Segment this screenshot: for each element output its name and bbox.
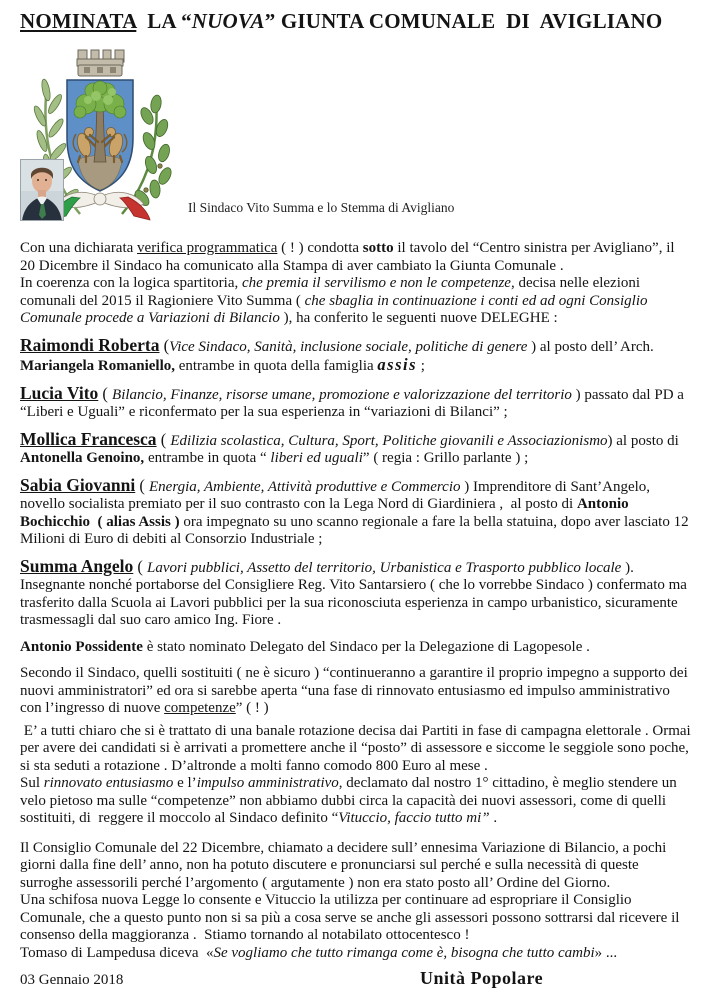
paragraph-intro xyxy=(20,240,692,328)
text-segment: Bilancio, Finanze, risorse umane, promozione e valorizzazione del territorio xyxy=(112,386,572,403)
text-segment: entrambe in quota della famiglia xyxy=(174,358,378,374)
document-title xyxy=(20,8,690,34)
mayor-photo xyxy=(20,159,64,221)
text-segment: Mariangela Romaniello, xyxy=(20,358,175,374)
paragraph-lucia-vito xyxy=(20,382,692,422)
text-segment: E’ a tutti chiaro che si è trattato di una banale rotazione decisa dai Partiti in fase di campagna elettorale . Ormai per avere dei candidati si è arrivati a promettere anche il “posto” di assessore e siccome le seggiole sono poche, si sta seduti a rotazione . D’altronde a molti fanno comodo 800 Euro al mese . xyxy=(20,722,695,774)
text-segment: Antonio Possidente xyxy=(20,638,143,655)
text-segment: sotto xyxy=(362,240,394,256)
paragraph-summa-angelo xyxy=(20,555,692,630)
text-segment: NUOVA xyxy=(191,9,265,33)
text-segment: ) al posto di xyxy=(607,432,683,449)
text-segment: Sabia Giovanni xyxy=(20,474,136,495)
tricolore-ribbon xyxy=(50,192,150,220)
text-segment: assis xyxy=(377,355,418,374)
text-segment: Summa Angelo xyxy=(20,555,134,576)
text-segment: ( xyxy=(159,335,170,355)
text-segment: competenze xyxy=(164,700,236,716)
footer-signature: Unità Popolare xyxy=(420,968,544,988)
text-segment: Il Consiglio Comunale del 22 Dicembre, chiamato a decidere sull’ ennesima Variazione di Bilancio, a pochi giorni dalla fine dell’ anno, non ha potuto discutere e pronunciarsi sul perché e sulla necessità di queste surroghe assessorili perché l’argomento ( argutamente ) non era stato posto all’ Ordine del Giorno. xyxy=(20,839,671,891)
paragraph-sabia-giovanni xyxy=(20,474,693,549)
text-segment: ), ha conferito le seguenti nuove DELEGHE : xyxy=(279,310,558,326)
text-segment: liberi ed uguali xyxy=(270,450,363,466)
text-segment: ( xyxy=(135,475,150,495)
text-segment: Antonio Bochicchio ( alias Assis ) xyxy=(20,496,633,530)
text-segment: ( xyxy=(98,383,113,403)
text-segment: Antonella Genoino, xyxy=(20,450,145,466)
text-segment: ) al posto dell’ Arch. xyxy=(527,338,658,355)
text-segment: ). Insegnante nonché portaborse del Consigliere Reg. Vito Santarsiero ( che lo vorrebbe Sindaco ) confermato ma trasferito dalla Scuola ai Lavori pubblici per la sua riconosciuta esperienza in campo urbanistico, sicuramente trasmessagli dal suo caro amico Ing. Fiore . xyxy=(20,559,691,628)
text-segment: ” ( regia : Grillo parlante ) ; xyxy=(362,450,529,466)
text-segment: . xyxy=(489,810,498,826)
article-body xyxy=(0,240,710,962)
text-segment: rinnovato entusiasmo xyxy=(43,775,174,791)
text-segment: Lavori pubblici, Assetto del territorio, Urbanistica e Trasporto pubblico locale xyxy=(147,559,622,576)
text-segment: , decisa nelle elezioni comunali del 2015 il Ragioniere Vito Summa ( xyxy=(20,275,644,309)
text-segment: ( xyxy=(156,429,171,449)
mural-crown xyxy=(77,50,124,76)
text-segment: Con una dichiarata xyxy=(20,240,138,256)
text-segment: che premia il servilismo e non le competenze xyxy=(241,275,511,291)
text-segment: In coerenza con la logica spartitoria, xyxy=(20,275,242,291)
paragraph-antonio-possidente xyxy=(20,639,692,657)
figure-caption: Il Sindaco Vito Summa e lo Stemma di Avigliano xyxy=(188,200,455,215)
text-segment: impulso amministrativo xyxy=(196,775,339,791)
text-segment: Raimondi Roberta xyxy=(20,334,160,355)
text-segment: Secondo il Sindaco, quelli sostituiti ( ne è sicuro ) “continueranno a garantire il proprio impegno a supporto dei nuovi amministratori” ed ora si sarebbe aperta “una fase di rinnovato entusiasmo ed impulso amministrativo con l’ingresso di nuove xyxy=(20,665,692,716)
text-segment: Vituccio, faccio tutto mi” xyxy=(338,810,490,826)
footer xyxy=(0,968,710,995)
text-segment: Se vogliamo che tutto rimanga come è, bisogna che tutto cambi xyxy=(213,944,595,961)
text-segment: entrambe in quota “ xyxy=(144,450,271,466)
text-segment: che sbaglia in continuazione i conti ed ad ogni Consiglio Comunale procede a Variazioni di Bilancio xyxy=(20,292,652,326)
text-segment: , declamato dal nostro 1° cittadino, è meglio stendere un velo pietoso ma sulle “competenze” non abbiamo dubbi circa la capacità dei nuovi assessori, come di quelli sostituiti, di reggere il moccolo al Sindaco definito “ xyxy=(20,775,681,826)
text-segment: » ... xyxy=(594,944,618,961)
text-segment: NOMINATA xyxy=(20,9,137,33)
text-segment: Tomaso di Lampedusa diceva « xyxy=(20,944,214,961)
paragraph-raimondi-roberta xyxy=(20,334,692,376)
text-segment: ” GIUNTA COMUNALE DI AVIGLIANO xyxy=(264,9,663,33)
text-segment: verifica programmatica xyxy=(137,240,278,256)
text-segment: ; xyxy=(417,358,425,374)
text-segment: Energia, Ambiente, Attività produttive e Commercio xyxy=(149,478,461,495)
text-segment: Edilizia scolastica, Cultura, Sport, Politiche giovanili e Associazionismo xyxy=(170,432,608,449)
text-segment: ) passato dal PD a “Liberi e Uguali” e riconfermato per la sua esperienza in “variazioni di Bilanci” ; xyxy=(20,386,688,420)
paragraph-consiglio-comunale xyxy=(20,840,692,963)
text-segment: Mollica Francesca xyxy=(20,428,157,449)
text-segment: ( ! ) condotta xyxy=(277,240,363,256)
text-segment: Sul xyxy=(20,775,44,791)
paragraph-secondo-il-sindaco xyxy=(20,665,692,718)
text-segment: Vice Sindaco, Sanità, inclusione sociale, politiche di genere xyxy=(169,338,528,355)
text-segment: ( xyxy=(133,556,148,576)
text-segment: ) Imprenditore di Sant’Angelo, novello socialista premiato per il suo contrasto con la Lega Nord di Giardiniera , al posto di xyxy=(20,478,654,512)
text-segment: Lucia Vito xyxy=(20,382,99,403)
text-segment: ora impegnato su uno scanno regionale a fare la bella statuina, dopo aver lasciato 12 Milioni di Euro di debiti al Consorzio Industriale ; xyxy=(20,513,693,547)
text-segment: il tavolo del “Centro sinistra per Avigliano”, il 20 Dicembre il Sindaco ha comunicato alla Stampa di aver cambiato la Giunta Comunale . xyxy=(20,240,679,274)
text-segment: Una schifosa nuova Legge lo consente e Vituccio la utilizza per continuare ad espropriare il Consiglio Comunale, che a questo punto non si sa più a cosa serve se anche gli assessori possono sottrarsi dal ricevere il consenso della maggioranza . Stiamo tornando al notabilato ottocentesco ! xyxy=(20,892,684,943)
paragraph-mollica-francesca xyxy=(20,428,692,468)
text-segment: è stato nominato Delegato del Sindaco per la Delegazione di Lagopesole . xyxy=(142,638,590,655)
text-segment: LA “ xyxy=(136,9,192,33)
text-segment: e l’ xyxy=(173,775,197,791)
text-segment: ” ( ! ) xyxy=(235,700,269,716)
footer-date: 03 Gennaio 2018 xyxy=(20,972,124,988)
paragraph-rotazione xyxy=(20,722,695,828)
header-figure xyxy=(0,46,710,228)
